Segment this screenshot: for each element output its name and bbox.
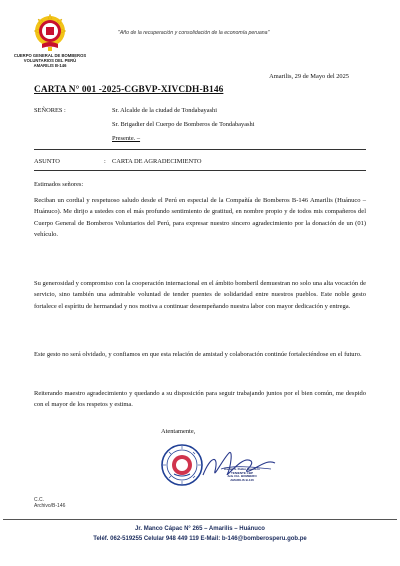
subject-label: ASUNTO — [34, 158, 60, 165]
letter-title: CARTA N° 001 -2025-CGBVP-XIVCDH-B146 — [34, 85, 224, 95]
divider — [34, 149, 366, 150]
divider — [34, 170, 366, 171]
recipient-line: Sr. Brigadier del Cuerpo de Bomberos de Tondabayashi — [112, 121, 255, 128]
org-line: CUERPO GENERAL DE BOMBEROS — [13, 53, 87, 58]
stamp-line: TENIENTE CBP — [230, 470, 253, 475]
stamp-line: AMARILIS B-146 — [230, 477, 254, 482]
cc-label: C.C. — [34, 497, 44, 503]
subject-separator: : — [104, 158, 106, 165]
fire-department-logo-icon — [33, 14, 67, 52]
footer-address: Jr. Manco Cápac N° 265 – Amarilis – Huánuco — [135, 526, 265, 532]
carbon-copy — [34, 497, 65, 509]
subject-text: CARTA DE AGRADECIMIENTO — [112, 158, 202, 165]
org-line: AMARILIS B-146 — [33, 63, 67, 68]
footer-contact: Teléf. 062-519255 Celular 948 449 119 E-Mail: b-146@bomberosperu.gob.pe — [93, 536, 307, 542]
recipient-presente: Presente. – — [112, 135, 141, 142]
closing: Atentamente, — [161, 428, 196, 435]
letter-date: Amarilis, 29 de Mayo del 2025 — [269, 73, 349, 80]
stamp-line: Jefe CIA. BOMBERO — [227, 474, 257, 479]
cc-archive: Archivo/B-146 — [34, 503, 66, 510]
recipients-label: SEÑORES : — [34, 107, 66, 114]
body-paragraph: Este gesto no será olvidado, y confiamos en que esta relación de amistad y colaboración continúe fortaleciéndose en el futuro. — [34, 351, 362, 358]
greeting: Estimados señores: — [34, 181, 84, 188]
organization-name — [3, 53, 97, 68]
body-paragraph: Reciban un cordial y respetuoso saludo desde el Perú en especial de la Compañía de Bomberos B-146 Amarilis (Huánuco – Huánuco). Me dirijo a ustedes con el más profundo sentimiento de gratitud, en nombre propio y de todos mis compañeros del Cuerpo General de Bomberos Voluntarios del Perú, para expresar nuestro sincero agradecimiento por la donación de un (01) vehículo. — [34, 197, 366, 238]
recipient-line: Sr. Alcalde de la ciudad de Tondabayashi — [112, 107, 218, 114]
stamp-line: Daniel S. Rubio Guerrero — [224, 467, 260, 471]
signature-stamp — [217, 468, 267, 482]
body-paragraph: Reiterando maestro agradecimiento y quedando a su disposición para seguir trabajando juntos por el bien común, me despido con el mayor de los respetos y estima. — [34, 390, 366, 409]
body-paragraph: Su generosidad y compromiso con la cooperación internacional en el ámbito bomberil demuestran no solo una alta vocación de servicio, sino también una admirable voluntad de tender puentes de solidaridad entre nuestros pueblos. Este noble gesto fortalece el espíritu de hermandad y nos motiva a continuar desempeñando nuestra labor con mayor dedicación y entrega. — [34, 280, 366, 310]
org-line: VOLUNTARIOS DEL PERÚ — [23, 58, 77, 63]
year-motto: "Año de la recuperación y consolidación de la economía peruana" — [118, 30, 270, 36]
footer-divider — [3, 519, 397, 520]
